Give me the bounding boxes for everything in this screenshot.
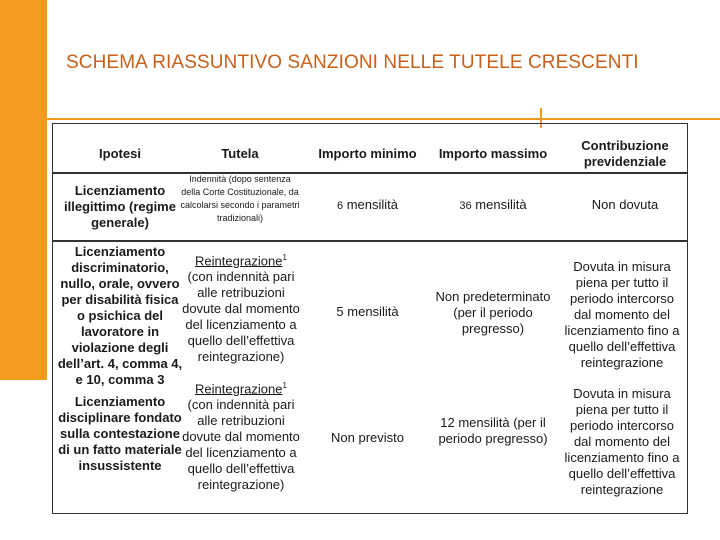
row3-contribuzione: Dovuta in misura piena per tutto il periodo intercorso dal momento del licenziamento fino a quello dell’effettiva reintegrazione — [564, 386, 680, 497]
row3-importo-massimo: 12 mensilità (per il periodo pregresso) — [438, 415, 548, 446]
row2-importo-massimo: Non predeterminato (per il periodo pregresso) — [435, 289, 551, 336]
row2-tutela — [180, 250, 302, 365]
row3-tutela-sup: 1 — [282, 381, 287, 390]
row2-tutela-sup: 1 — [282, 253, 287, 262]
header-importo-minimo: Importo minimo — [318, 146, 417, 161]
sidebar-lower — [0, 380, 47, 540]
row2-contribuzione: Dovuta in misura piena per tutto il periodo intercorso dal momento del licenziamento fino a quello dell’effettiva reintegrazione — [564, 259, 680, 370]
row2-importo-minimo: 5 mensilità — [336, 304, 399, 319]
row3-tutela-title: Reintegrazione — [195, 381, 283, 397]
header-importo-massimo: Importo massimo — [438, 146, 548, 161]
row3-tutela — [180, 378, 302, 493]
accent-rule — [47, 118, 720, 120]
row1-massimo-unit: mensilità — [475, 197, 527, 212]
row-separator — [53, 240, 687, 242]
row1-massimo-num: 36 — [459, 200, 472, 212]
row2-tutela-desc: (con indennità pari alle retribuzioni dovute dal momento del licenziamento a quello dell’effettiva reintegrazione) — [182, 269, 300, 365]
row3-importo-minimo: Non previsto — [331, 430, 404, 445]
row1-importo-minimo — [310, 197, 425, 214]
row1-tutela: Indennità (dopo sentenza della Corte Costituzionale, da calcolarsi secondo i parametri tradizionali) — [180, 174, 300, 223]
row2-ipotesi: Licenziamento discriminatorio, nullo, orale, ovvero per disabilità fisica o psichica del lavoratore in violazione degli dell’art. 4, comma 4, e 10, comma 3 — [57, 244, 183, 387]
accent-sidebar — [0, 0, 47, 380]
row3-ipotesi: Licenziamento disciplinare fondato sulla contestazione di un fatto materiale insussistente — [58, 394, 182, 473]
header-contribuzione: Contribuzione previdenziale — [581, 138, 669, 169]
slide-title: SCHEMA RIASSUNTIVO SANZIONI NELLE TUTELE CRESCENTI — [66, 52, 639, 73]
row1-contribuzione: Non dovuta — [591, 197, 659, 212]
row1-importo-massimo — [432, 197, 554, 214]
row1-ipotesi: Licenziamento illegittimo (regime generale) — [64, 183, 176, 230]
row-separator — [53, 172, 687, 174]
row2-tutela-title: Reintegrazione — [195, 253, 283, 269]
header-tutela: Tutela — [221, 146, 259, 161]
row1-minimo-num: 6 — [336, 200, 344, 212]
header-ipotesi: Ipotesi — [99, 146, 141, 161]
row1-minimo-unit: mensilità — [346, 197, 399, 212]
row3-tutela-desc: (con indennità pari alle retribuzioni dovute dal momento del licenziamento a quello dell’effettiva reintegrazione) — [182, 397, 300, 493]
accent-rule-left — [30, 118, 47, 120]
